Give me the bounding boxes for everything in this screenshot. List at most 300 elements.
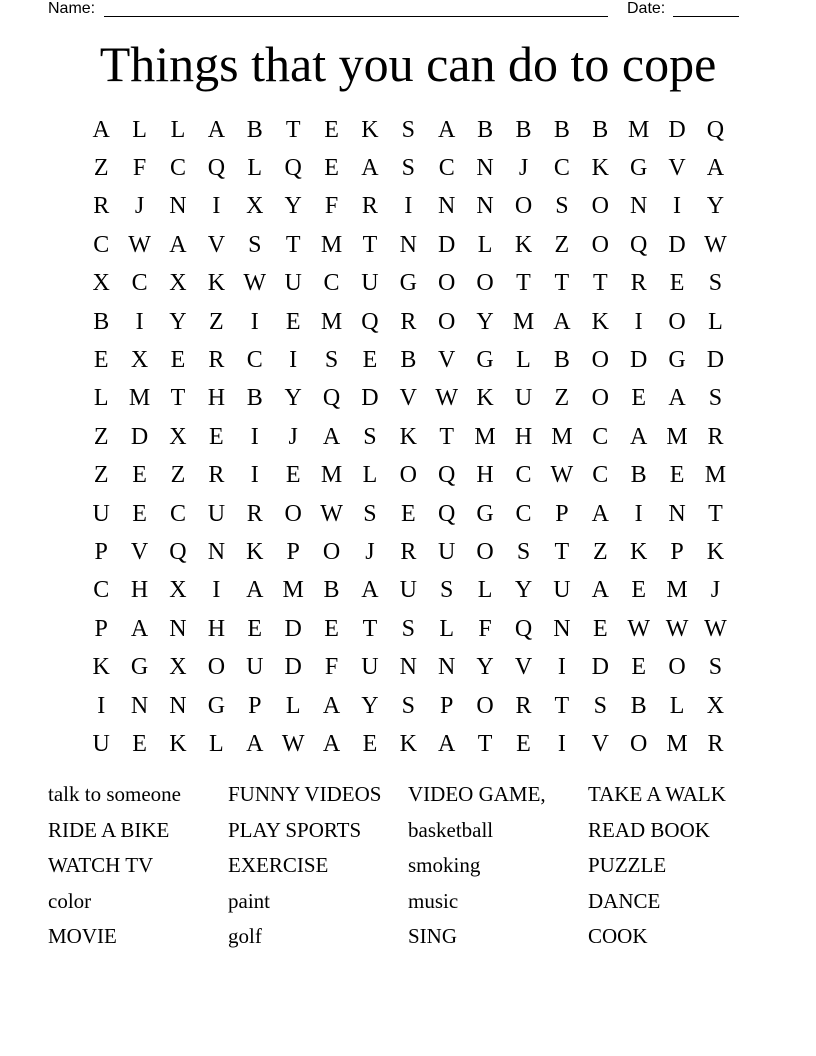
grid-letter: A [246, 730, 264, 757]
grid-letter: E [170, 347, 186, 374]
grid-letter: W [281, 730, 305, 757]
grid-letter: D [629, 347, 648, 374]
grid-letter: H [130, 577, 149, 604]
grid-letter: O [629, 730, 648, 757]
grid-letter: T [285, 116, 301, 143]
grid-letter: N [553, 615, 571, 642]
grid-letter: Y [476, 654, 494, 681]
grid-letter: R [400, 538, 417, 565]
grid-letter: T [170, 385, 186, 412]
grid-letter: B [323, 577, 340, 604]
grid-letter: O [514, 193, 533, 220]
grid-letter: B [630, 462, 647, 489]
grid-letter: I [673, 193, 682, 220]
grid-letter: I [404, 193, 413, 220]
grid-letter: L [439, 615, 455, 642]
grid-letter: C [93, 577, 110, 604]
word-list-item: FUNNY VIDEOS [228, 782, 382, 806]
grid-letter: L [285, 692, 301, 719]
grid-letter: F [132, 155, 147, 182]
grid-letter: N [476, 155, 494, 182]
grid-letter: S [363, 500, 377, 527]
grid-letter: P [555, 500, 569, 527]
word-list-item: PUZZLE [588, 853, 667, 878]
grid-letter: V [438, 347, 456, 374]
grid-letter: D [284, 654, 302, 681]
grid-letter: F [324, 654, 339, 681]
grid-letter: A [130, 615, 149, 642]
grid-letter: K [629, 538, 648, 565]
grid-letter: B [515, 116, 532, 143]
grid-letter: M [320, 462, 343, 489]
grid-letter: D [706, 347, 725, 374]
grid-letter: I [212, 193, 221, 220]
word-list-item: TAKE A WALK [588, 782, 726, 806]
grid-letter: H [476, 462, 494, 489]
word-list-item: READ BOOK [588, 817, 710, 842]
grid-letter: I [97, 692, 106, 719]
grid-letter: O [476, 692, 494, 719]
grid-letter: D [668, 116, 686, 143]
grid-letter: Z [554, 231, 570, 258]
grid-letter: G [476, 500, 494, 527]
grid-letter: E [247, 615, 263, 642]
grid-letter: S [324, 347, 339, 374]
grid-letter: A [92, 116, 110, 143]
date-blank-line [673, 16, 739, 17]
grid-letter: H [514, 423, 533, 450]
grid-letter: A [591, 577, 609, 604]
grid-letter: O [591, 193, 609, 220]
grid-letter: K [361, 116, 379, 143]
grid-letter: G [399, 270, 417, 297]
grid-letter: M [282, 577, 304, 604]
grid-letter: J [710, 577, 721, 604]
worksheet-header [48, 0, 748, 20]
grid-letter: R [93, 193, 110, 220]
grid-letter: T [285, 231, 301, 258]
grid-letter: L [247, 155, 263, 182]
grid-letter: C [515, 462, 532, 489]
grid-letter: P [286, 538, 300, 565]
grid-letter: E [631, 654, 646, 681]
grid-letter: U [207, 500, 226, 527]
grid-letter: N [399, 654, 417, 681]
grid-letter: M [627, 116, 650, 143]
grid-letter: J [365, 538, 375, 565]
grid-letter: Z [93, 423, 109, 450]
grid-letter: I [289, 347, 298, 374]
grid-letter: Q [514, 615, 533, 642]
grid-letter: M [320, 231, 343, 258]
grid-letter: V [130, 538, 149, 565]
grid-letter: B [592, 116, 609, 143]
grid-letter: I [212, 577, 221, 604]
grid-letter: R [707, 423, 724, 450]
grid-letter: Y [706, 193, 725, 220]
grid-letter: Z [554, 385, 570, 412]
grid-letter: V [399, 385, 417, 412]
grid-letter: U [514, 385, 533, 412]
grid-letter: K [706, 538, 725, 565]
grid-letter: O [476, 270, 494, 297]
grid-letter: Q [629, 231, 648, 258]
name-label: Name: [48, 0, 96, 17]
grid-letter: T [554, 692, 570, 719]
grid-letter: A [322, 423, 341, 450]
grid-letter: B [246, 385, 263, 412]
word-list-item: talk to someone [48, 782, 181, 806]
word-list-item: golf [228, 924, 262, 949]
grid-letter: Z [170, 462, 186, 489]
grid-letter: W [320, 500, 343, 527]
grid-letter: Y [169, 308, 187, 335]
grid-letter: Z [93, 155, 109, 182]
grid-letter: A [629, 423, 648, 450]
grid-letter: O [476, 538, 494, 565]
grid-letter: I [557, 730, 566, 757]
grid-letter: R [707, 730, 724, 757]
grid-letter: E [669, 270, 685, 297]
grid-letter: I [135, 308, 144, 335]
grid-letter: A [438, 116, 456, 143]
grid-letter: A [246, 577, 264, 604]
word-list-item: SING [408, 924, 458, 949]
grid-letter: E [209, 423, 224, 450]
grid-letter: A [553, 308, 571, 335]
grid-letter: S [440, 577, 454, 604]
grid-letter: O [207, 654, 226, 681]
grid-letter: G [476, 347, 494, 374]
grid-letter: T [554, 270, 570, 297]
grid-letter: A [322, 730, 341, 757]
grid-letter: K [207, 270, 226, 297]
grid-letter: O [284, 500, 302, 527]
grid-letter: M [128, 385, 151, 412]
grid-letter: R [515, 692, 532, 719]
grid-letter: R [208, 462, 225, 489]
grid-letter: C [592, 423, 609, 450]
grid-letter: X [169, 577, 187, 604]
grid-letter: O [438, 270, 456, 297]
grid-letter: S [708, 654, 723, 681]
grid-letter: D [438, 231, 456, 258]
word-list-item: color [48, 888, 92, 913]
grid-letter: T [477, 730, 493, 757]
grid-letter: X [246, 193, 264, 220]
grid-letter: K [514, 231, 533, 258]
grid-letter: C [246, 347, 263, 374]
grid-letter: J [518, 155, 529, 182]
grid-letter: N [207, 538, 226, 565]
grid-letter: M [551, 423, 573, 450]
grid-letter: L [516, 347, 531, 374]
grid-letter: C [592, 462, 609, 489]
word-list-item: VIDEO GAME, [408, 782, 546, 806]
word-list-item: COOK [588, 924, 648, 949]
word-list-item: smoking [408, 853, 481, 878]
grid-letter: E [362, 730, 378, 757]
grid-letter: H [207, 615, 226, 642]
grid-letter: S [708, 270, 723, 297]
grid-letter: T [516, 270, 531, 297]
grid-letter: R [630, 270, 647, 297]
grid-letter: P [670, 538, 684, 565]
grid-letter: J [288, 423, 298, 450]
grid-letter: K [399, 423, 417, 450]
grid-letter: T [592, 270, 608, 297]
grid-letter: A [207, 116, 226, 143]
grid-letter: D [130, 423, 149, 450]
grid-letter: X [169, 654, 187, 681]
word-list-item: PLAY SPORTS [228, 817, 362, 842]
grid-letter: Q [169, 538, 187, 565]
grid-letter: B [477, 116, 494, 143]
grid-letter: Q [438, 500, 456, 527]
grid-letter: N [169, 692, 187, 719]
grid-letter: R [246, 500, 263, 527]
grid-letter: S [593, 692, 607, 719]
grid-letter: E [132, 462, 147, 489]
grid-letter: C [553, 155, 570, 182]
grid-letter: O [668, 654, 686, 681]
grid-letter: R [361, 193, 378, 220]
grid-letter: C [515, 500, 532, 527]
grid-letter: A [591, 500, 609, 527]
grid-letter: J [134, 193, 145, 220]
grid-letter: M [666, 577, 688, 604]
grid-letter: P [94, 538, 108, 565]
grid-letter: V [514, 654, 533, 681]
grid-letter: L [93, 385, 109, 412]
grid-letter: E [324, 155, 339, 182]
grid-letter: S [555, 193, 569, 220]
grid-letter: E [592, 615, 608, 642]
grid-letter: E [669, 462, 685, 489]
grid-letter: N [169, 193, 187, 220]
grid-letter: F [324, 193, 339, 220]
grid-letter: L [170, 116, 186, 143]
grid-letter: Q [322, 385, 341, 412]
grid-letter: M [666, 423, 688, 450]
grid-letter: K [591, 308, 609, 335]
grid-letter: W [627, 615, 650, 642]
grid-letter: E [132, 730, 147, 757]
grid-letter: C [323, 270, 340, 297]
grid-letter: M [474, 423, 496, 450]
grid-letter: K [591, 155, 609, 182]
grid-letter: G [668, 347, 686, 374]
grid-letter: Q [438, 462, 456, 489]
grid-letter: A [706, 155, 725, 182]
grid-letter: L [362, 462, 378, 489]
grid-letter: D [668, 231, 686, 258]
grid-letter: K [246, 538, 264, 565]
grid-letter: O [591, 385, 609, 412]
grid-letter: R [400, 308, 417, 335]
grid-letter: K [92, 654, 110, 681]
grid-letter: M [666, 730, 688, 757]
grid-letter: S [401, 615, 415, 642]
grid-letter: N [476, 193, 494, 220]
grid-letter: S [708, 385, 723, 412]
grid-letter: O [591, 347, 609, 374]
grid-letter: N [130, 692, 149, 719]
grid-letter: G [130, 654, 149, 681]
grid-letter: Q [284, 155, 302, 182]
grid-letter: E [631, 385, 646, 412]
grid-letter: B [400, 347, 417, 374]
grid-letter: C [169, 155, 186, 182]
grid-letter: X [130, 347, 149, 374]
word-list-item: basketball [408, 817, 494, 842]
grid-letter: C [169, 500, 186, 527]
grid-letter: S [401, 692, 415, 719]
word-list-item: paint [228, 888, 270, 913]
grid-letter: I [250, 423, 259, 450]
grid-letter: T [554, 538, 570, 565]
puzzle-title: Things that you can do to cope [99, 36, 717, 92]
grid-letter: K [399, 730, 417, 757]
grid-letter: Q [207, 155, 226, 182]
grid-letter: E [285, 462, 301, 489]
grid-letter: P [440, 692, 454, 719]
grid-letter: G [207, 692, 226, 719]
grid-letter: S [248, 231, 262, 258]
grid-letter: O [322, 538, 341, 565]
grid-letter: Y [514, 577, 533, 604]
grid-letter: T [708, 500, 723, 527]
grid-letter: A [438, 730, 456, 757]
grid-letter: S [363, 423, 377, 450]
grid-letter: E [362, 347, 378, 374]
grid-letter: E [285, 308, 301, 335]
grid-letter: E [631, 577, 646, 604]
grid-letter: I [250, 308, 259, 335]
grid-letter: A [322, 692, 341, 719]
grid-letter: V [591, 730, 609, 757]
grid-letter: N [399, 231, 417, 258]
grid-letter: W [243, 270, 267, 297]
grid-letter: U [246, 654, 264, 681]
grid-letter: Q [706, 116, 725, 143]
word-list-item: DANCE [588, 888, 661, 913]
grid-letter: E [400, 500, 416, 527]
grid-letter: N [438, 654, 456, 681]
grid-letter: Q [361, 308, 379, 335]
grid-letter: E [516, 730, 531, 757]
letter-grid [82, 111, 735, 764]
grid-letter: N [629, 193, 648, 220]
word-list-item: music [408, 888, 459, 913]
grid-letter: O [591, 231, 609, 258]
word-list-item: MOVIE [48, 924, 117, 949]
grid-letter: M [512, 308, 535, 335]
grid-letter: Y [284, 193, 302, 220]
grid-letter: L [708, 308, 723, 335]
grid-letter: U [399, 577, 417, 604]
grid-letter: L [477, 231, 493, 258]
word-list-item: RIDE A BIKE [48, 817, 170, 842]
grid-letter: M [704, 462, 727, 489]
word-list-item: WATCH TV [48, 853, 154, 878]
grid-letter: W [550, 462, 574, 489]
grid-letter: V [207, 231, 226, 258]
grid-letter: Y [284, 385, 302, 412]
grid-letter: Y [361, 692, 379, 719]
grid-letter: U [284, 270, 302, 297]
grid-letter: S [516, 538, 531, 565]
grid-letter: S [401, 155, 415, 182]
grid-letter: D [361, 385, 379, 412]
grid-letter: B [630, 692, 647, 719]
grid-letter: L [669, 692, 685, 719]
grid-letter: U [92, 500, 110, 527]
grid-letter: D [284, 615, 302, 642]
grid-letter: I [557, 654, 566, 681]
grid-letter: I [634, 500, 643, 527]
grid-letter: U [438, 538, 456, 565]
grid-letter: K [476, 385, 494, 412]
word-list [48, 777, 768, 955]
word-list-item: EXERCISE [228, 853, 329, 878]
grid-letter: H [207, 385, 226, 412]
grid-letter: I [634, 308, 643, 335]
grid-letter: M [320, 308, 343, 335]
grid-letter: W [704, 615, 727, 642]
grid-letter: U [92, 730, 110, 757]
grid-letter: L [209, 730, 224, 757]
grid-letter: G [629, 155, 648, 182]
grid-letter: Z [592, 538, 608, 565]
grid-letter: Y [476, 308, 494, 335]
grid-letter: I [250, 462, 259, 489]
grid-letter: W [704, 231, 727, 258]
grid-letter: B [553, 347, 570, 374]
grid-letter: Z [209, 308, 224, 335]
grid-letter: C [438, 155, 455, 182]
grid-letter: O [668, 308, 686, 335]
grid-letter: N [438, 193, 456, 220]
grid-letter: A [668, 385, 686, 412]
grid-letter: X [706, 692, 725, 719]
grid-letter: B [246, 116, 263, 143]
grid-letter: W [665, 615, 689, 642]
grid-letter: A [361, 155, 379, 182]
date-label: Date: [627, 0, 666, 17]
grid-letter: A [169, 231, 187, 258]
grid-letter: F [478, 615, 492, 642]
grid-letter: C [131, 270, 148, 297]
grid-letter: T [362, 615, 378, 642]
grid-letter: W [435, 385, 459, 412]
name-blank-line [104, 16, 608, 17]
grid-letter: O [399, 462, 417, 489]
grid-letter: A [361, 577, 379, 604]
grid-letter: D [591, 654, 609, 681]
grid-letter: U [361, 654, 379, 681]
grid-letter: E [324, 116, 339, 143]
grid-letter: U [361, 270, 379, 297]
grid-letter: W [128, 231, 151, 258]
grid-letter: C [93, 231, 110, 258]
grid-letter: R [208, 347, 225, 374]
grid-letter: L [477, 577, 493, 604]
grid-letter: S [401, 116, 415, 143]
grid-letter: U [553, 577, 571, 604]
grid-letter: X [169, 270, 187, 297]
grid-letter: B [93, 308, 110, 335]
